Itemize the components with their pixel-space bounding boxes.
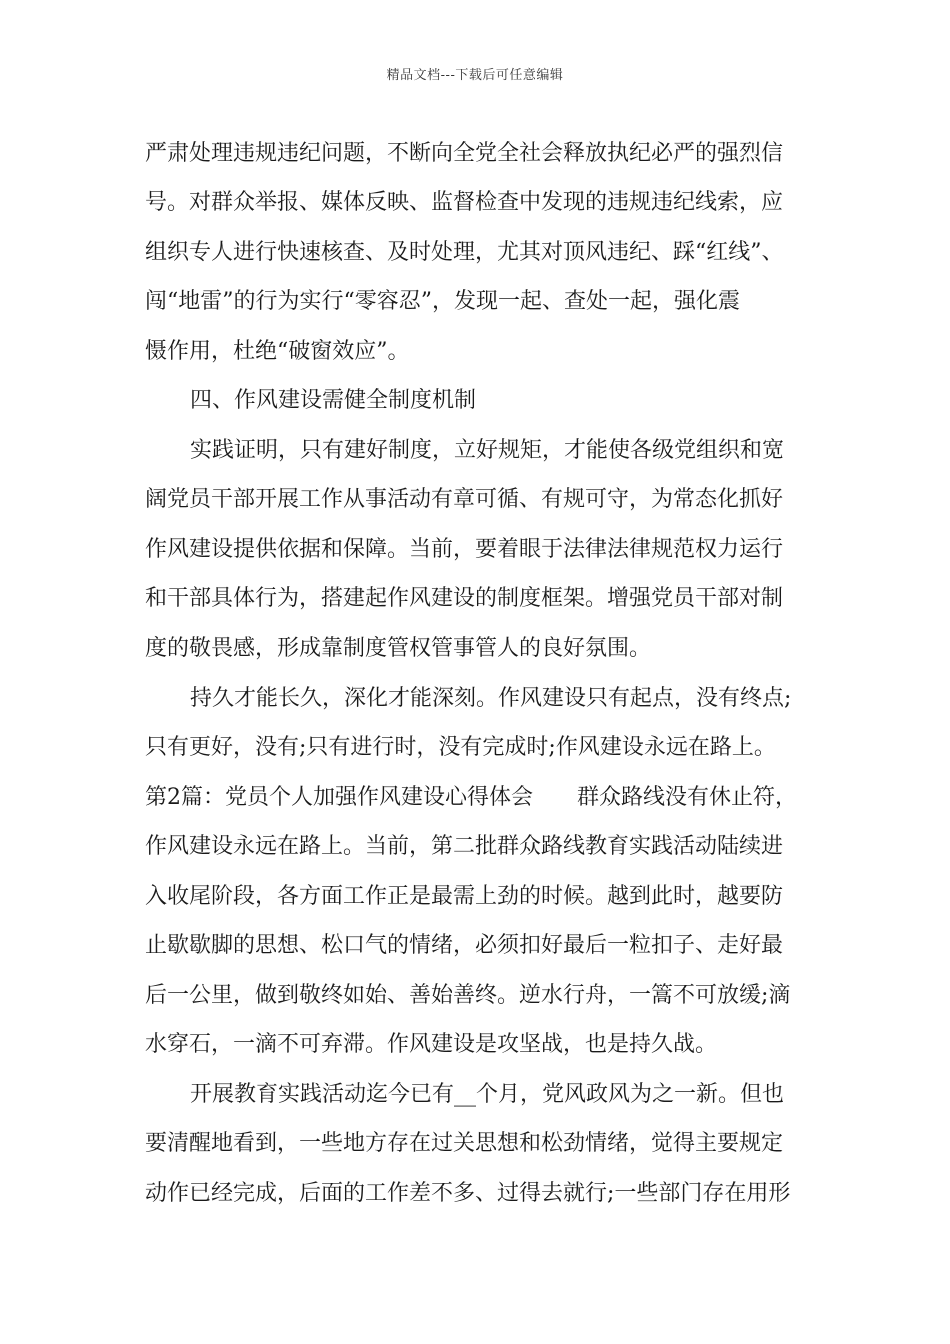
text-line: 慑作用，杜绝“破窗效应”。 <box>145 339 410 364</box>
text-line: 动作已经完成，后面的工作差不多、过得去就行;一些部门存在用形 <box>145 1181 791 1206</box>
text-line: 第2篇：党员个人加强作风建设心得体会 群众路线没有休止符， <box>145 785 797 810</box>
text-line: 止歇歇脚的思想、松口气的情绪，必须扣好最后一粒扣子、走好最 <box>145 933 784 958</box>
text-line: 入收尾阶段，各方面工作正是最需上劲的时候。越到此时，越要防 <box>145 884 784 909</box>
text-line: 严肃处理违规违纪问题，不断向全党全社会释放执纪必严的强烈信 <box>145 141 784 166</box>
text-line: 号。对群众举报、媒体反映、监督检查中发现的违规违纪线索，应 <box>145 190 784 215</box>
text-line: 阔党员干部开展工作从事活动有章可循、有规可守，为常态化抓好 <box>145 487 784 512</box>
text-line: 组织专人进行快速核查、及时处理，尤其对顶风违纪、踩“红线”、 <box>145 240 784 265</box>
page-header: 精品文档---下载后可任意编辑 <box>386 68 564 83</box>
text-line: 和干部具体行为，搭建起作风建设的制度框架。增强党员干部对制 <box>145 586 784 611</box>
text-line: 实践证明，只有建好制度，立好规矩，才能使各级党组织和宽 <box>190 438 785 463</box>
text-line: 只有更好，没有;只有进行时，没有完成时;作风建设永远在路上。 <box>145 735 776 760</box>
text-line: 作风建设提供依据和保障。当前，要着眼于法律法律规范权力运行 <box>145 537 784 562</box>
text-line: 持久才能长久，深化才能深刻。作风建设只有起点，没有终点; <box>190 686 792 711</box>
section-heading: 四、作风建设需健全制度机制 <box>190 388 477 413</box>
text-line: 后一公里，做到敬终如始、善始善终。逆水行舟，一篙不可放缓;滴 <box>145 983 791 1008</box>
text-line: 闯“地雷”的行为实行“零容忍”，发现一起、查处一起，强化震 <box>145 289 740 314</box>
text-line: 要清醒地看到，一些地方存在过关思想和松劲情绪，觉得主要规定 <box>145 1131 784 1156</box>
text-line: 水穿石，一滴不可弃滞。作风建设是攻坚战，也是持久战。 <box>145 1032 718 1057</box>
text-line: 作风建设永远在路上。当前，第二批群众路线教育实践活动陆续进 <box>145 834 784 859</box>
text-line: 度的敬畏感，形成靠制度管权管事管人的良好氛围。 <box>145 636 652 661</box>
text-line: 开展教育实践活动迄今已有__个月，党风政风为之一新。但也 <box>190 1082 785 1107</box>
